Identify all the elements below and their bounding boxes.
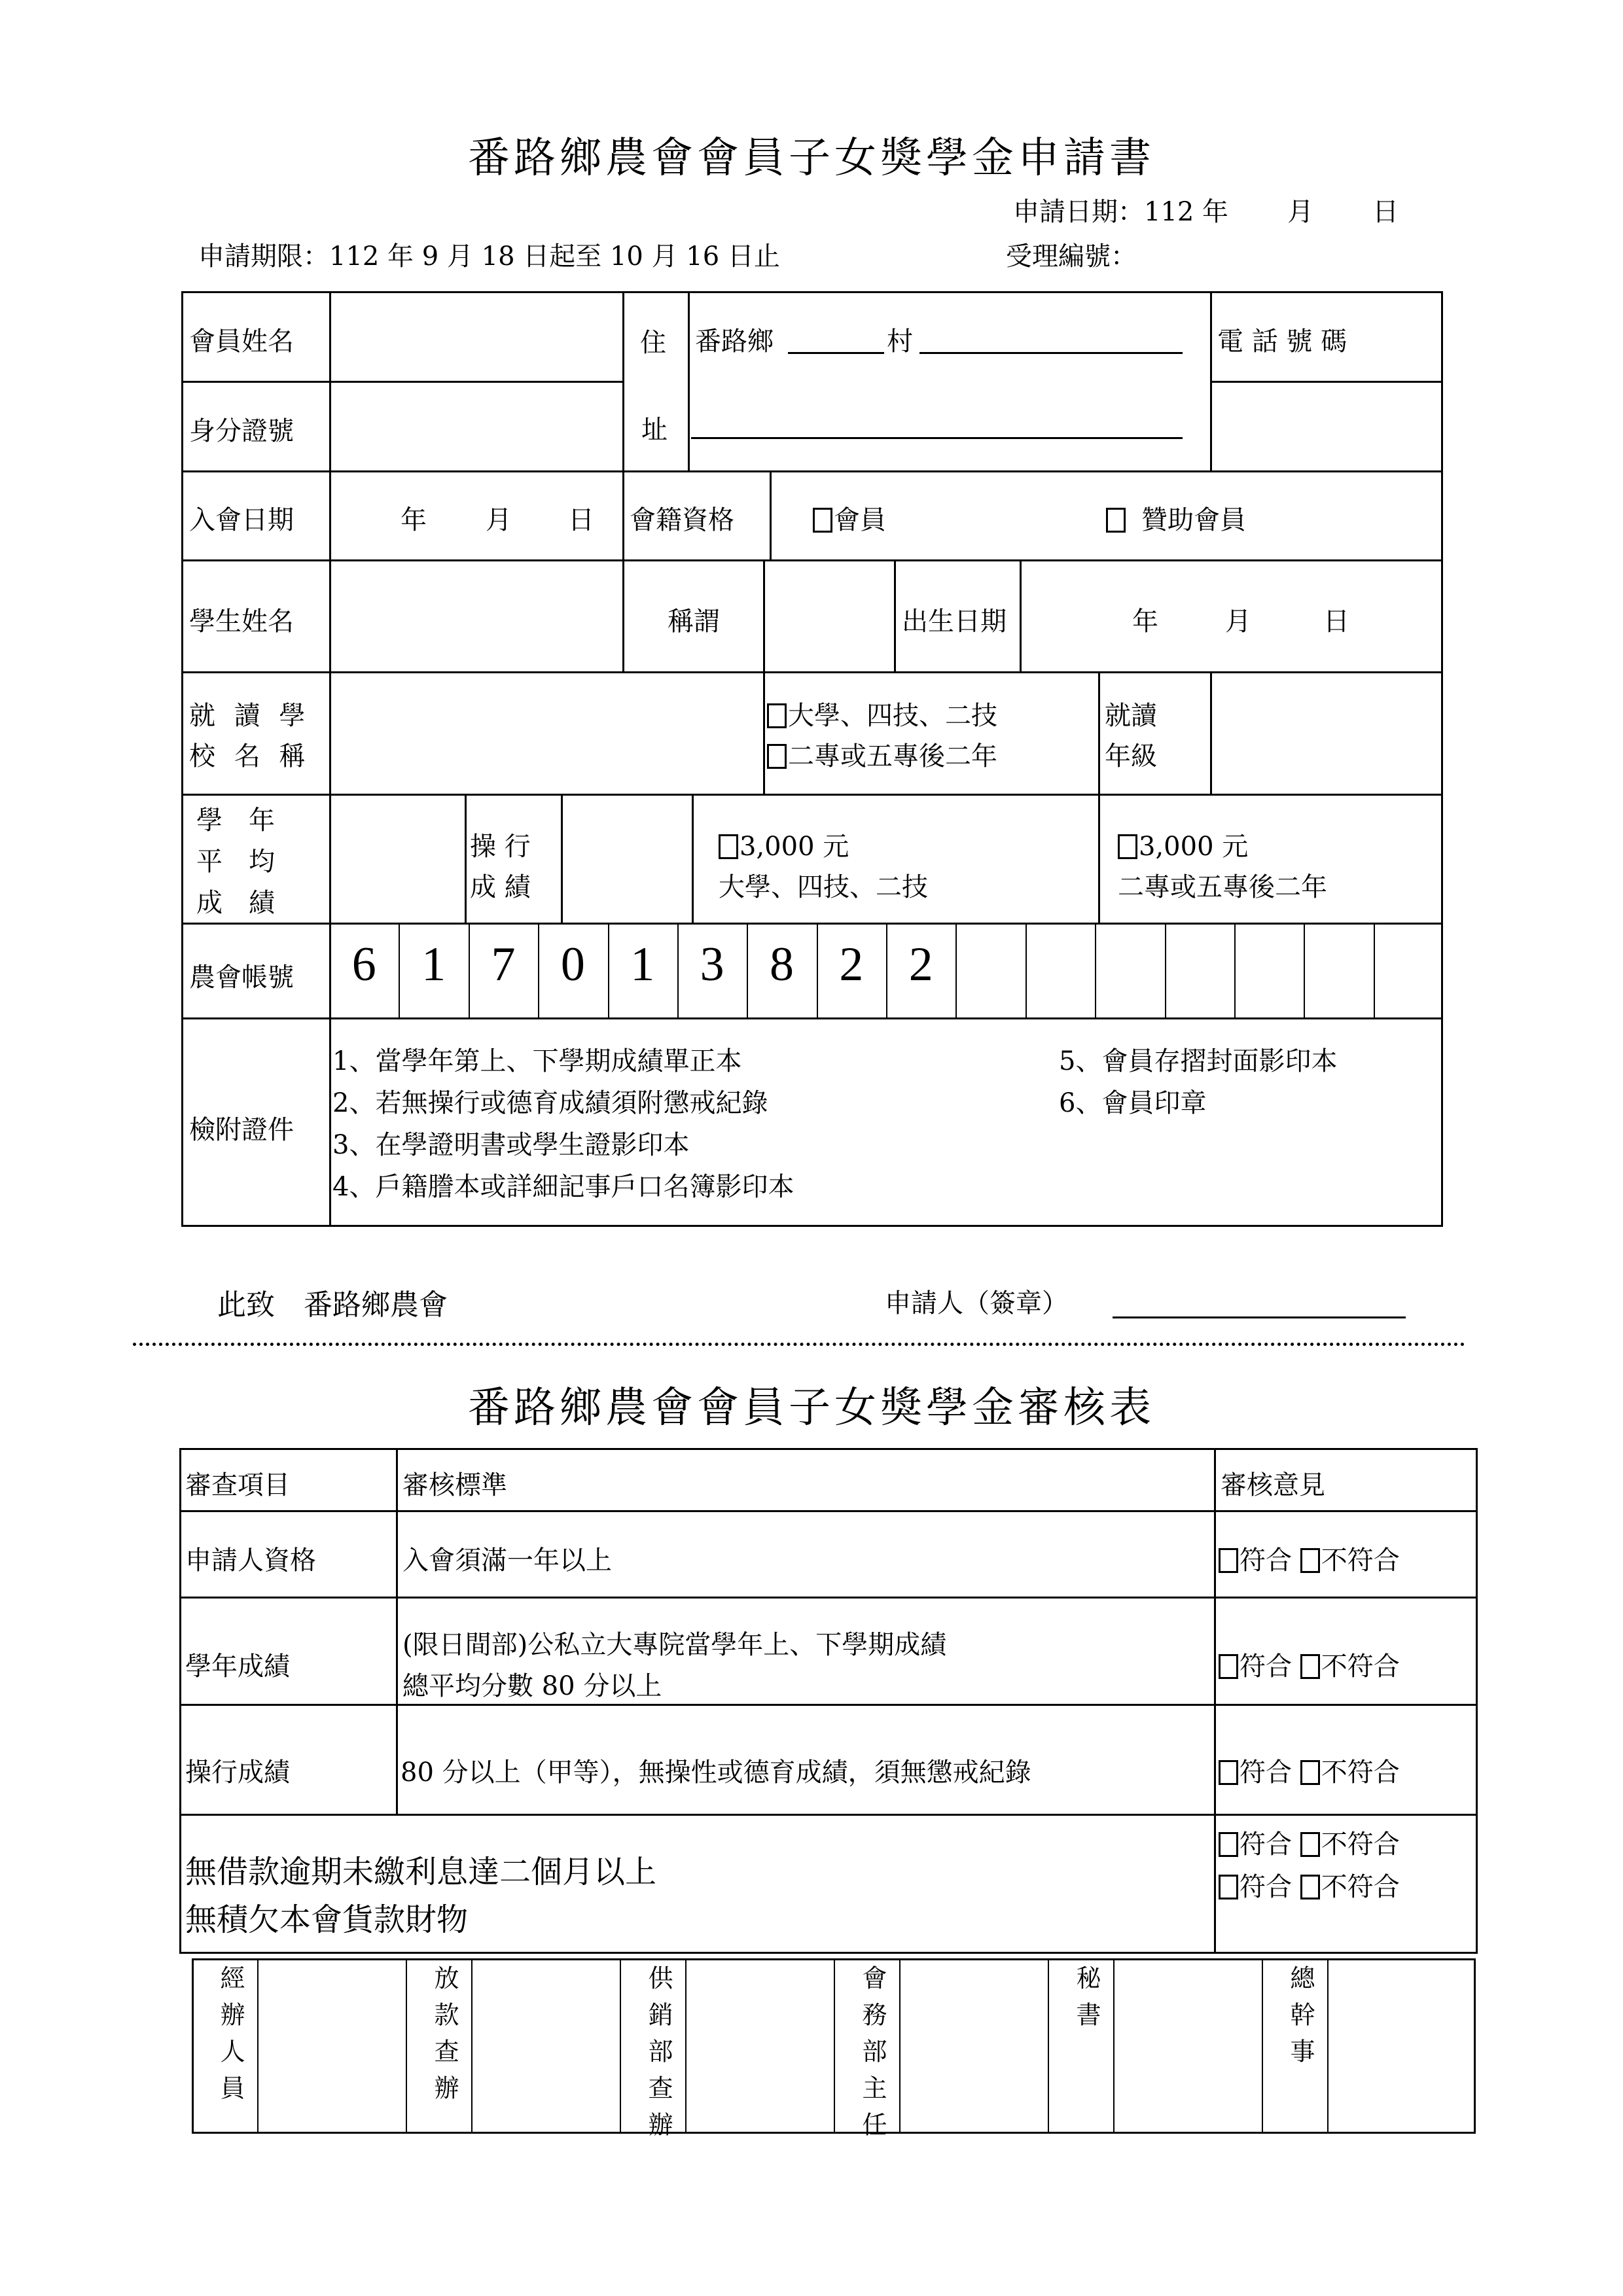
review-row-opinion [1219, 1646, 1400, 1683]
signature-line[interactable] [1113, 1316, 1406, 1318]
approval-divider [685, 1958, 687, 2134]
opinion-fail[interactable]: 不符合 [1300, 1872, 1400, 1902]
checkbox-icon[interactable] [1118, 834, 1137, 859]
approval-role-label: 會務部主任 [858, 1965, 887, 2148]
account-cell-divider [538, 923, 539, 1018]
account-cell-divider [955, 923, 957, 1018]
review-row-opinion [1219, 1540, 1400, 1577]
approval-signature-box[interactable] [1116, 1961, 1259, 2131]
opinion-pass[interactable]: 符合 [1219, 1651, 1292, 1682]
approval-role-label: 秘書 [1072, 1965, 1101, 2038]
account-digit-cell[interactable]: 7 [491, 938, 516, 991]
grade-label-1: 就讀 [1105, 701, 1157, 731]
checkbox-icon[interactable] [1300, 1654, 1320, 1679]
checkbox-icon[interactable] [1300, 1548, 1320, 1573]
review-row-criteria: (限日間部)公私立大專院當學年上、下學期成績 [402, 1630, 947, 1660]
attachments-label: 檢附證件 [189, 1115, 294, 1145]
member-name-input[interactable] [332, 294, 620, 378]
review-header-opinion: 審核意見 [1221, 1470, 1325, 1500]
approval-signature-box[interactable] [474, 1961, 617, 2131]
birth-date-month[interactable]: 月 [1225, 607, 1251, 637]
relation-label: 稱謂 [668, 607, 720, 637]
student-name-input[interactable] [332, 563, 620, 669]
apply-date-day: 日 [1372, 197, 1399, 227]
account-cell-divider [1165, 923, 1166, 1018]
address-line-1[interactable] [919, 352, 1183, 354]
review-header-item: 審查項目 [185, 1470, 290, 1500]
relation-input[interactable] [766, 563, 891, 669]
approval-divider [899, 1958, 901, 2134]
approval-role-label: 供銷部查辦 [644, 1965, 673, 2148]
join-date-day[interactable]: 日 [568, 505, 594, 535]
extra-criteria-1: 無借款逾期未繳利息達二個月以上 [185, 1854, 657, 1890]
approval-signature-box[interactable] [1330, 1961, 1473, 2131]
opinion-fail[interactable]: 不符合 [1300, 1545, 1400, 1576]
account-cell-divider [677, 923, 679, 1018]
checkbox-icon[interactable] [1219, 1654, 1238, 1679]
cut-divider [133, 1343, 1465, 1346]
conduct-label-2: 成 績 [470, 872, 531, 902]
receipt-number-label: 受理編號： [1006, 241, 1137, 272]
approval-signature-box[interactable] [902, 1961, 1045, 2131]
account-cell-divider [1234, 923, 1236, 1018]
account-digit-cell[interactable]: 8 [769, 938, 794, 991]
student-name-label: 學生姓名 [189, 607, 294, 637]
award-option-2-desc: 二專或五專後二年 [1118, 872, 1327, 902]
avg-score-label-2: 平 均 [196, 847, 275, 877]
closing-text: 此致 番路鄉農會 [217, 1288, 448, 1322]
address-village: 村 [887, 327, 913, 357]
id-number-input[interactable] [332, 384, 620, 468]
account-cell-divider [817, 923, 818, 1018]
signature-label: 申請人（簽章） [885, 1288, 1068, 1318]
opinion-fail[interactable]: 不符合 [1300, 1651, 1400, 1682]
account-cell-divider [1304, 923, 1305, 1018]
attachment-item: 3、在學證明書或學生證影印本 [332, 1130, 690, 1160]
opinion-pass[interactable]: 符合 [1219, 1872, 1292, 1902]
attachment-item: 2、若無操行或德育成績須附懲戒紀錄 [332, 1088, 768, 1118]
avg-score-input[interactable] [332, 797, 462, 920]
award-option-1[interactable]: 3,000 元 [719, 826, 849, 863]
checkbox-icon[interactable] [719, 834, 738, 859]
grade-input[interactable] [1213, 675, 1439, 791]
school-name-label-2: 校 名 稱 [189, 741, 311, 771]
application-period: 申請期限：112 年 9 月 18 日起至 10 月 16 日止 [198, 241, 780, 272]
avg-score-label-1: 學 年 [196, 805, 275, 836]
conduct-score-input[interactable] [564, 797, 688, 920]
application-title: 番路鄉農會會員子女獎學金申請書 [468, 134, 1155, 183]
avg-score-label-3: 成 績 [196, 888, 275, 918]
village-input-line[interactable] [788, 352, 884, 354]
checkbox-icon[interactable] [1300, 1832, 1320, 1857]
account-digit-cell[interactable]: 1 [421, 938, 446, 991]
approval-divider [834, 1958, 835, 2134]
school-type-option-university[interactable]: 大學、四技、二技 [767, 695, 997, 732]
extra-criteria-2: 無積欠本會貨款財物 [185, 1901, 469, 1938]
school-name-input[interactable] [332, 675, 761, 791]
account-digit-cell[interactable]: 2 [839, 938, 864, 991]
review-row-opinion [1219, 1752, 1400, 1789]
review-row-item: 操行成績 [185, 1757, 290, 1788]
approval-signature-box[interactable] [688, 1961, 831, 2131]
review-row-criteria: 80 分以上（甲等），無操性或德育成績，須無懲戒紀錄 [401, 1757, 1031, 1788]
approval-divider [471, 1958, 473, 2134]
checkbox-icon[interactable] [1219, 1760, 1238, 1785]
account-cell-divider [469, 923, 470, 1018]
join-date-month[interactable]: 月 [486, 505, 512, 535]
apply-date [1013, 191, 1399, 228]
address-label-bottom: 址 [641, 415, 668, 445]
account-cell-divider [1095, 923, 1096, 1018]
account-cell-divider [886, 923, 887, 1018]
extra-opinion-2 [1219, 1866, 1400, 1903]
phone-input[interactable] [1213, 384, 1439, 468]
review-title: 番路鄉農會會員子女獎學金審核表 [468, 1384, 1155, 1432]
account-cell-divider [747, 923, 748, 1018]
checkbox-icon[interactable] [1219, 1875, 1238, 1899]
attachment-item: 5、會員存摺封面影印本 [1059, 1046, 1338, 1076]
opinion-fail[interactable]: 不符合 [1300, 1757, 1400, 1788]
account-cell-divider [1374, 923, 1375, 1018]
account-digit-cell[interactable]: 1 [630, 938, 655, 991]
account-digit-cell[interactable]: 6 [351, 938, 376, 991]
address-label-top: 住 [640, 328, 666, 358]
award-option-2[interactable]: 3,000 元 [1118, 826, 1248, 863]
checkbox-icon[interactable] [1219, 1548, 1238, 1573]
attachments-list-right [1059, 1040, 1337, 1124]
membership-option-associate[interactable]: 贊助會員 [1106, 499, 1246, 537]
account-cell-divider [1026, 923, 1027, 1018]
checkbox-icon[interactable] [1219, 1832, 1238, 1857]
approval-divider [406, 1958, 407, 2134]
id-number-label: 身分證號 [189, 416, 294, 446]
opinion-pass[interactable]: 符合 [1219, 1757, 1292, 1788]
approval-divider [257, 1958, 259, 2134]
attachment-item: 1、當學年第上、下學期成績單正本 [332, 1046, 742, 1076]
attachment-item: 4、戶籍謄本或詳細記事戶口名簿影印本 [332, 1172, 794, 1202]
award-option-1-desc: 大學、四技、二技 [719, 872, 928, 902]
account-cell-divider [608, 923, 609, 1018]
school-name-label-1: 就 讀 學 [189, 701, 311, 731]
apply-date-month: 月 [1287, 197, 1314, 227]
checkbox-icon[interactable] [1300, 1760, 1320, 1785]
apply-date-label: 申請日期：112 年 [1013, 197, 1229, 227]
account-digit-cell[interactable]: 2 [908, 938, 933, 991]
membership-option-member[interactable]: 會員 [813, 499, 886, 537]
checkbox-icon[interactable] [767, 703, 787, 728]
address-township: 番路鄉 [695, 327, 774, 357]
approval-role-label: 總幹事 [1286, 1965, 1315, 2075]
approval-divider [1327, 1958, 1329, 2134]
approval-divider [620, 1958, 621, 2134]
grade-label-2: 年級 [1105, 741, 1157, 771]
checkbox-icon[interactable] [1300, 1875, 1320, 1899]
approval-divider [1048, 1958, 1049, 2134]
checkbox-icon[interactable] [1106, 508, 1126, 533]
attachments-list-left [332, 1040, 794, 1208]
approval-signature-box[interactable] [260, 1961, 403, 2131]
address-line-2[interactable] [691, 437, 1183, 439]
join-date-year[interactable]: 年 [401, 505, 427, 535]
account-cell-divider [399, 923, 400, 1018]
review-row-item: 申請人資格 [185, 1545, 316, 1576]
birth-date-year[interactable]: 年 [1132, 607, 1158, 637]
attachment-item: 6、會員印章 [1059, 1088, 1207, 1118]
membership-label: 會籍資格 [630, 505, 734, 535]
checkbox-icon[interactable] [813, 508, 832, 533]
account-label: 農會帳號 [189, 963, 294, 993]
approval-divider [1262, 1958, 1263, 2134]
checkbox-icon[interactable] [767, 744, 787, 769]
approval-divider [1113, 1958, 1115, 2134]
phone-label: 電 話 號 碼 [1217, 327, 1347, 357]
member-name-label: 會員姓名 [189, 327, 294, 357]
birth-date-day[interactable]: 日 [1323, 607, 1349, 637]
approval-role-label: 經辦人員 [216, 1965, 245, 2111]
opinion-fail[interactable]: 不符合 [1300, 1829, 1400, 1860]
opinion-pass[interactable]: 符合 [1219, 1829, 1292, 1860]
account-digit-cell[interactable]: 0 [560, 938, 585, 991]
extra-opinion-1 [1219, 1824, 1400, 1861]
review-row-criteria: 總平均分數 80 分以上 [402, 1671, 662, 1701]
approval-role-label: 放款查辦 [430, 1965, 459, 2111]
join-date-label: 入會日期 [189, 505, 294, 535]
birth-date-label: 出生日期 [902, 607, 1007, 637]
school-type-option-junior-college[interactable]: 二專或五專後二年 [767, 735, 997, 773]
review-row-criteria: 入會須滿一年以上 [402, 1545, 612, 1576]
review-header-criteria: 審核標準 [402, 1470, 507, 1500]
opinion-pass[interactable]: 符合 [1219, 1545, 1292, 1576]
account-digit-cell[interactable]: 3 [700, 938, 724, 991]
conduct-label-1: 操 行 [470, 832, 531, 862]
review-row-item: 學年成績 [185, 1651, 290, 1682]
